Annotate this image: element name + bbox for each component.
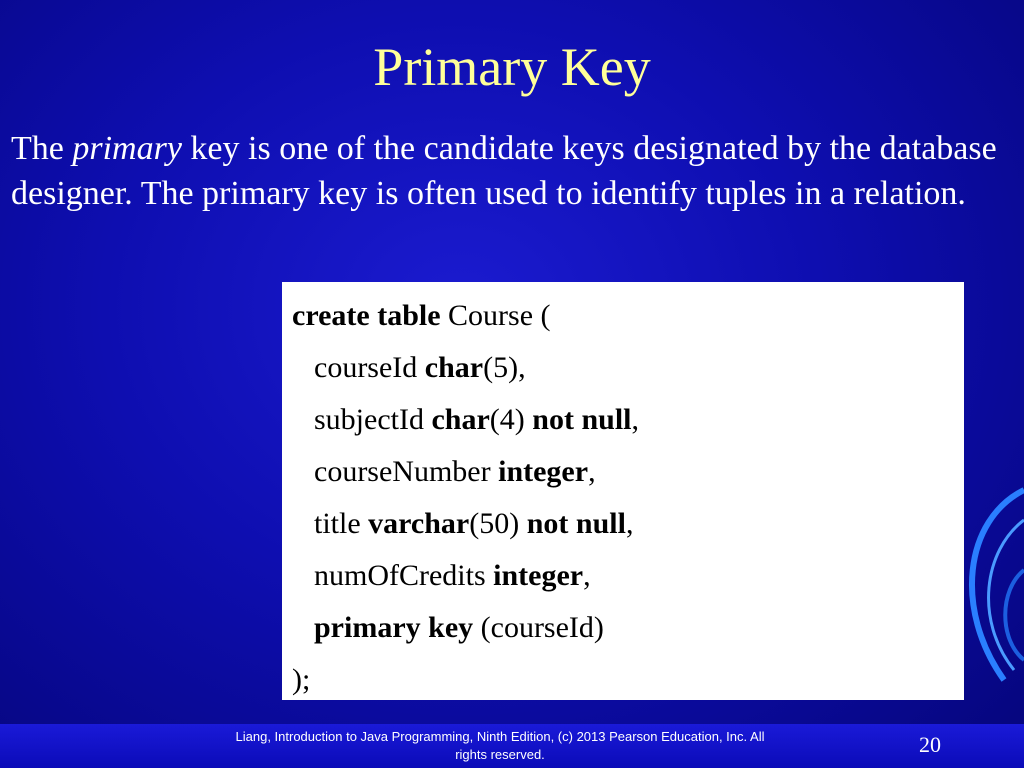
body-paragraph [11,126,1001,216]
copyright-line-1: Liang, Introduction to Java Programming, Ninth Edition, (c) 2013 Pearson Education, Inc. All [235,729,765,744]
body-suffix: key is one of the candidate keys designated by the database designer. The primary key is often used to identify tuples in a relation. [11,130,997,212]
code-line-2 [292,342,964,394]
code-line-7 [292,602,964,654]
code-type: char [424,351,484,384]
code-text: , [588,455,596,488]
code-type: varchar [368,507,470,540]
code-keyword: primary key [314,611,474,644]
code-line-4 [292,446,964,498]
code-type: char [431,403,490,436]
code-column-name: courseNumber [314,455,499,488]
page-number: 20 [919,732,941,757]
code-line-6 [292,550,964,602]
code-column-name: courseId [314,351,425,384]
footer-bar [0,724,1024,768]
code-line-1 [292,290,964,342]
code-type: integer [493,559,584,592]
code-text: (courseId) [473,611,604,644]
code-text: , [583,559,591,592]
code-line-3 [292,394,964,446]
code-column-name: title [314,507,369,540]
code-text: (4) [489,403,533,436]
code-text: , [625,507,634,540]
code-line-8: ); [292,663,311,696]
copyright-notice [200,728,800,764]
body-prefix: The [11,130,73,167]
code-constraint: not null [532,403,632,436]
code-constraint: not null [526,507,626,540]
body-emphasis: primary [72,130,182,167]
code-text: Course ( [440,299,551,332]
code-column-name: subjectId [314,403,432,436]
code-keyword: create table [292,299,441,332]
code-type: integer [498,455,589,488]
code-text: (5), [483,351,526,384]
slide-title: Primary Key [373,37,651,97]
code-text: , [631,403,639,436]
copyright-line-2: rights reserved. [455,747,545,762]
code-line-5 [292,498,964,550]
code-text: (50) [469,507,527,540]
code-column-name: numOfCredits [314,559,494,592]
sql-code-box [282,282,964,700]
